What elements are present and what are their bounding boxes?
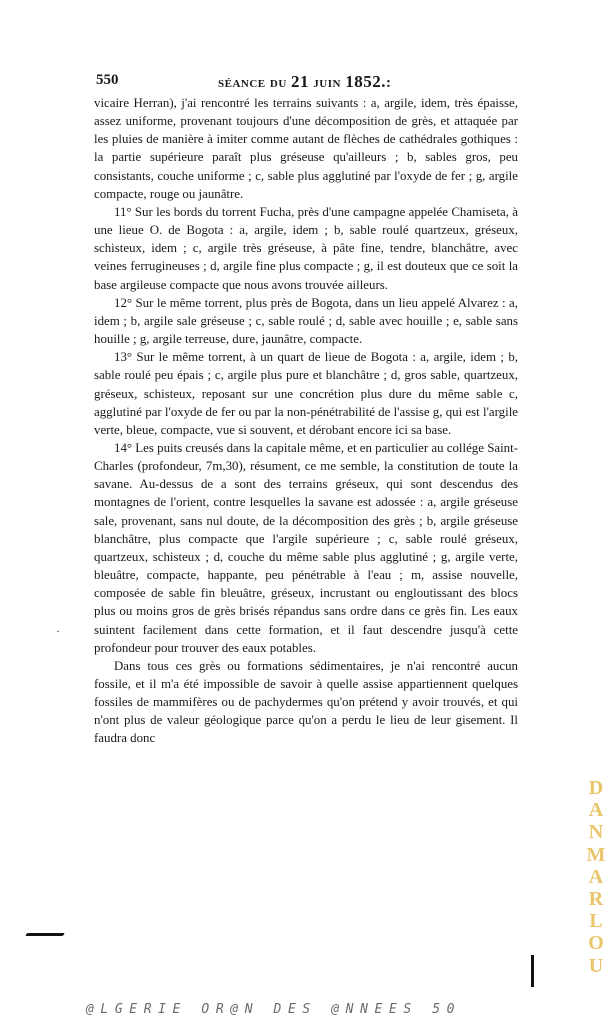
paragraph-fossiles: Dans tous ces grès ou formations sédimentaires, je n'ai rencontré aucun fossile, et il m'a été impossible de savoir à quelle assise appartiennent quelques fossiles de mammifères ou de pachydermes qu'on prétend y avoir trouvés, et qui n'ont plus de valeur géologique parce qu'on a perdu le lieu de leur gisement. Il faudra donc	[94, 658, 518, 746]
page-number: 550	[96, 72, 119, 88]
running-head-month: juin	[309, 75, 346, 91]
paragraph-continuation: vicaire Herran), j'ai rencontré les terrains suivants : a, argile, idem, très épaisse, assez uniforme, provenant toujours d'une décomposition de grès, et attaquée par les pluies de manière à imiter comme autant de flèches de cathédrales gothiques : la partie supérieure paraît plus gréseuse qu'ailleurs ; b, sables gros, peu consistants, couche uniforme ; c, sable plus agglutiné par l'oxyde de fer ; g, argile compacte, rouge ou jaunâtre.	[94, 96, 518, 201]
running-head-day: 21	[291, 72, 310, 91]
margin-vertical-mark	[531, 955, 534, 987]
running-head	[218, 72, 391, 92]
paragraph-14-puits: 14° Les puits creusés dans la capitale même, et en particulier au collége Saint-Charles (profondeur, 7m,30), résument, ce me semble, la constitution de toute la savane. Au-dessus de a sont des terrains gréseux, qui sont descendus des montagnes de l'orient, contre lesquelles la savane est adossée : a, argile gréseuse sale, provenant, sans nul doute, de la décomposition des grès ; b, argile gréseuse blanchâtre, plus compacte que l'argile supérieure ; c, sable roulé gréseux, quartzeux, schisteux ; d, couche du même sable plus agglutiné ; g, argile verte, bleuâtre, compacte, happante, peu pénétrable à l'eau ; m, assise nouvelle, composée de sable fin bleuâtre, gréseux, incrustant ou engloutissant des blocs plus ou moins gros de grès brisés répandus sans ordre dans ce grès fin. Les eaux suintent facilement dans cette formation, et il faut descendre jusqu'à cette profondeur pour trouver des eaux potables.	[94, 440, 518, 655]
page-header	[94, 72, 518, 94]
margin-dot: ·	[56, 624, 60, 638]
paragraph-12-alvarez: 12° Sur le même torrent, plus près de Bogota, dans un lieu appelé Alvarez : a, idem ; b, argile sale gréseuse ; c, sable roulé ; d, sable avec houille ; e, sable sans houille ; g, argile terreuse, dure, jaunâtre, compacte.	[94, 295, 518, 347]
running-head-prefix: séance du	[218, 75, 292, 91]
running-head-year: 1852.	[345, 72, 386, 91]
body-text	[94, 94, 518, 748]
margin-ink-mark	[25, 933, 65, 936]
watermark-bottom: @LGERIE OR@N DES @NNEES 50	[86, 1002, 462, 1017]
running-head-suffix: :	[385, 75, 392, 91]
document-page	[94, 72, 518, 748]
paragraph-13-torrent: 13° Sur le même torrent, à un quart de lieue de Bogota : a, argile, idem ; b, sable roulé peu épais ; c, argile plus pure et blanchâtre ; d, gros sable, quartzeux, gréseux, schisteux, reposant sur une concrétion plus dure du même sable c, agglutiné par l'oxyde de fer ou par la non-pénétrabilité de l'assise g, qui est l'argile verte, bleue, compacte, vue si souvent, et dérobant encore ici sa base.	[94, 350, 518, 437]
paragraph-11-fucha: 11° Sur les bords du torrent Fucha, près d'une campagne appelée Chamiseta, à une lieue O. de Bogota : a, argile, idem ; b, sable roulé quartzeux, gréseux, schisteux, idem ; c, argile très gréseuse, à pâte fine, tendre, blanchâtre, avec veines ferrugineuses ; d, argile fine plus compacte ; g, il est douteux que ce soit la base argileuse compacte que nous avons trouvée ailleurs.	[94, 204, 518, 292]
watermark-vertical: DANMARLOU	[586, 777, 606, 977]
